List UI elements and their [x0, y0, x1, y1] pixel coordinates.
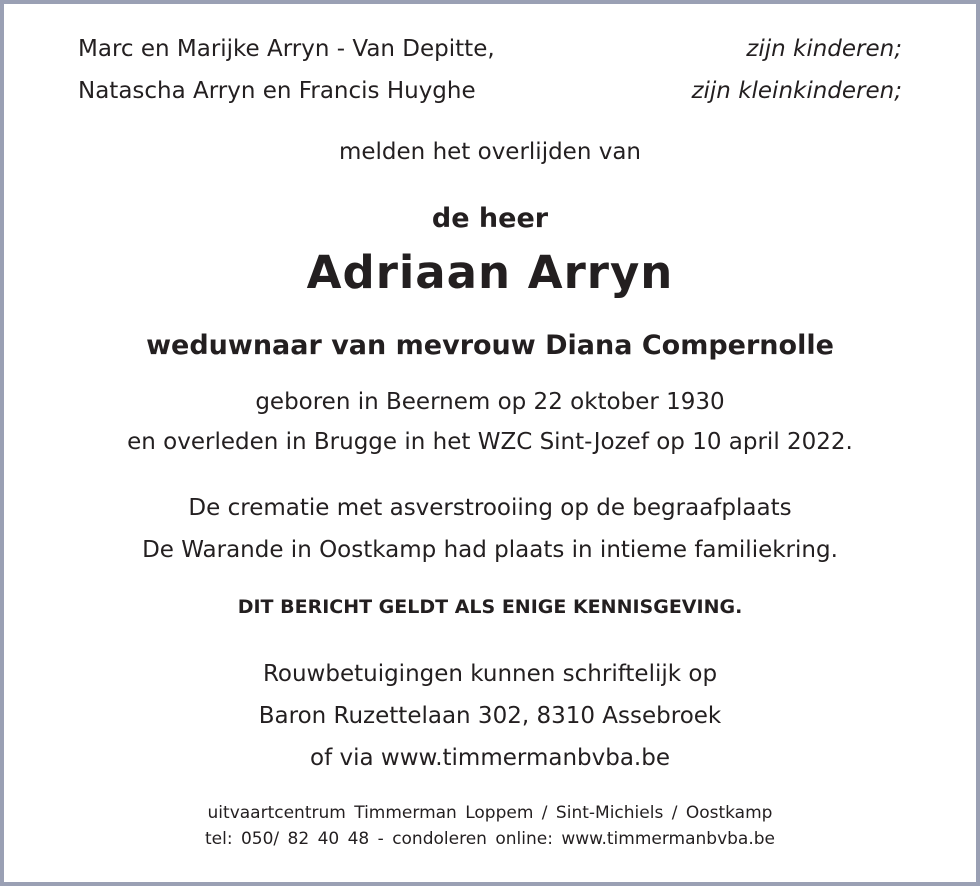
family-names-children: Marc en Marijke Arryn - Van Depitte,: [78, 36, 495, 62]
family-role-children: zijn kinderen;: [746, 36, 902, 62]
condolence-line-1: Rouwbetuigingen kunnen schriftelijk op: [262, 661, 718, 687]
condolence-line-3: of via www.timmermanbvba.be: [310, 745, 670, 771]
footer-funeral-home: uitvaartcentrum Timmerman Loppem / Sint-Michiels / Oostkamp: [207, 803, 773, 823]
announce-text: melden het overlijden van: [338, 139, 642, 165]
died-line: en overleden in Brugge in het WZC Sint-Jozef op 10 april 2022.: [127, 429, 853, 455]
born-line: geboren in Beernem op 22 oktober 1930: [255, 389, 725, 415]
cremation-line-2: De Warande in Oostkamp had plaats in intieme familiekring.: [142, 537, 838, 563]
deceased-name: Adriaan Arryn: [306, 246, 674, 299]
family-role-grandchildren: zijn kleinkinderen;: [691, 78, 902, 104]
widower-line: weduwnaar van mevrouw Diana Compernolle: [146, 330, 834, 361]
family-names-grandchildren: Natascha Arryn en Francis Huyghe: [78, 78, 476, 104]
cremation-line-1: De crematie met asverstrooiing op de begraafplaats: [188, 495, 792, 521]
honorific: de heer: [431, 203, 549, 234]
notice-statement: DIT BERICHT GELDT ALS ENIGE KENNISGEVING.: [237, 596, 743, 618]
footer-contact: tel: 050/ 82 40 48 - condoleren online: www.timmermanbvba.be: [204, 829, 776, 849]
condolence-line-2: Baron Ruzettelaan 302, 8310 Assebroek: [258, 703, 722, 729]
